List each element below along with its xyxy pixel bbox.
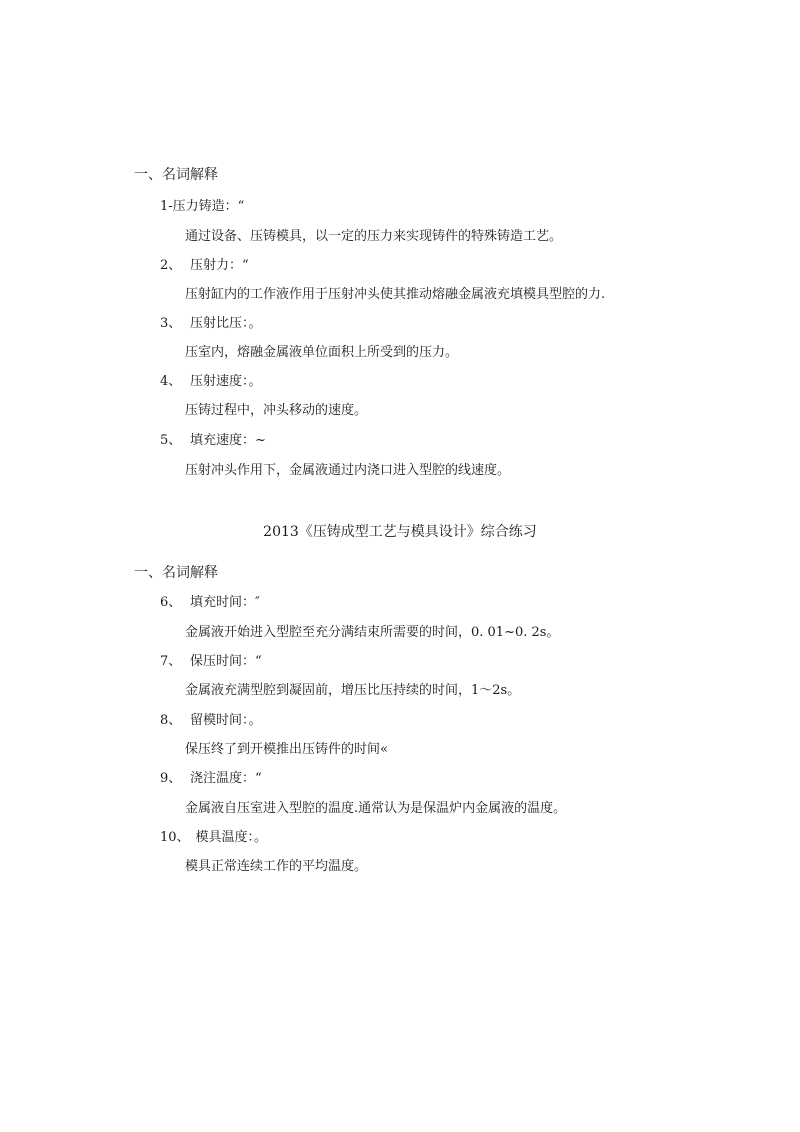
term-number: 6、 — [160, 595, 182, 610]
term-label: 保压时间：“ — [190, 654, 262, 669]
document-title: 2013《压铸成型工艺与模具设计》综合练习 — [263, 524, 537, 540]
definition-2: 压射缸内的工作液作用于压射冲头使其推动熔融金属液充填模具型腔的力. — [185, 287, 606, 302]
term-5 — [160, 432, 266, 450]
definition-8: 保压终了到开模推出压铸件的时间« — [185, 742, 388, 757]
definition-1: 通过设备、压铸模具，以一定的压力来实现铸件的特殊铸造工艺。 — [185, 229, 563, 244]
term-label: 浇注温度：“ — [190, 771, 262, 786]
term-number: 8、 — [160, 713, 182, 728]
term-label: 压射速度：。 — [190, 374, 262, 389]
term-label: 填充速度：~ — [190, 433, 266, 448]
term-8 — [160, 712, 262, 730]
section-heading-2: 一、名词解释 — [134, 565, 218, 581]
definition-6: 金属液开始进入型腔至充分满结束所需要的时间，0. 01~0. 2s。 — [185, 625, 560, 640]
term-number: 4、 — [160, 374, 182, 389]
term-7 — [160, 653, 262, 671]
term-2 — [160, 257, 249, 275]
term-number: 10、 — [160, 830, 190, 845]
term-label: 1-压力铸造：“ — [160, 199, 245, 214]
term-label: 压射比压：。 — [190, 316, 262, 331]
term-number: 5、 — [160, 433, 182, 448]
definition-9: 金属液自压室进入型腔的温度.通常认为是保温炉内金属液的温度。 — [185, 801, 567, 816]
term-label: 压射力：“ — [190, 258, 249, 273]
term-1 — [160, 198, 244, 216]
section-heading-1: 一、名词解释 — [134, 167, 218, 183]
definition-3: 压室内，熔融金属液单位面积上所受到的压力。 — [185, 345, 459, 360]
term-number: 9、 — [160, 771, 182, 786]
term-number: 7、 — [160, 654, 182, 669]
definition-5: 压射冲头作用下，金属液通过内浇口进入型腔的线速度。 — [185, 463, 511, 478]
term-10 — [160, 829, 267, 847]
definition-4: 压铸过程中，冲头移动的速度。 — [185, 403, 368, 418]
definition-10: 模具正常连续工作的平均温度。 — [185, 859, 368, 874]
definition-7: 金属液充满型腔到凝固前，增压比压持续的时间，1～2s。 — [185, 683, 521, 698]
term-label: 留模时间：。 — [190, 713, 262, 728]
term-label: 模具温度：。 — [195, 830, 268, 845]
term-9 — [160, 770, 262, 788]
term-6 — [160, 594, 260, 612]
term-number: 3、 — [160, 316, 182, 331]
term-3 — [160, 315, 262, 333]
term-4 — [160, 373, 262, 391]
term-label: 填充时间：″ — [190, 595, 260, 610]
term-number: 2、 — [160, 258, 182, 273]
